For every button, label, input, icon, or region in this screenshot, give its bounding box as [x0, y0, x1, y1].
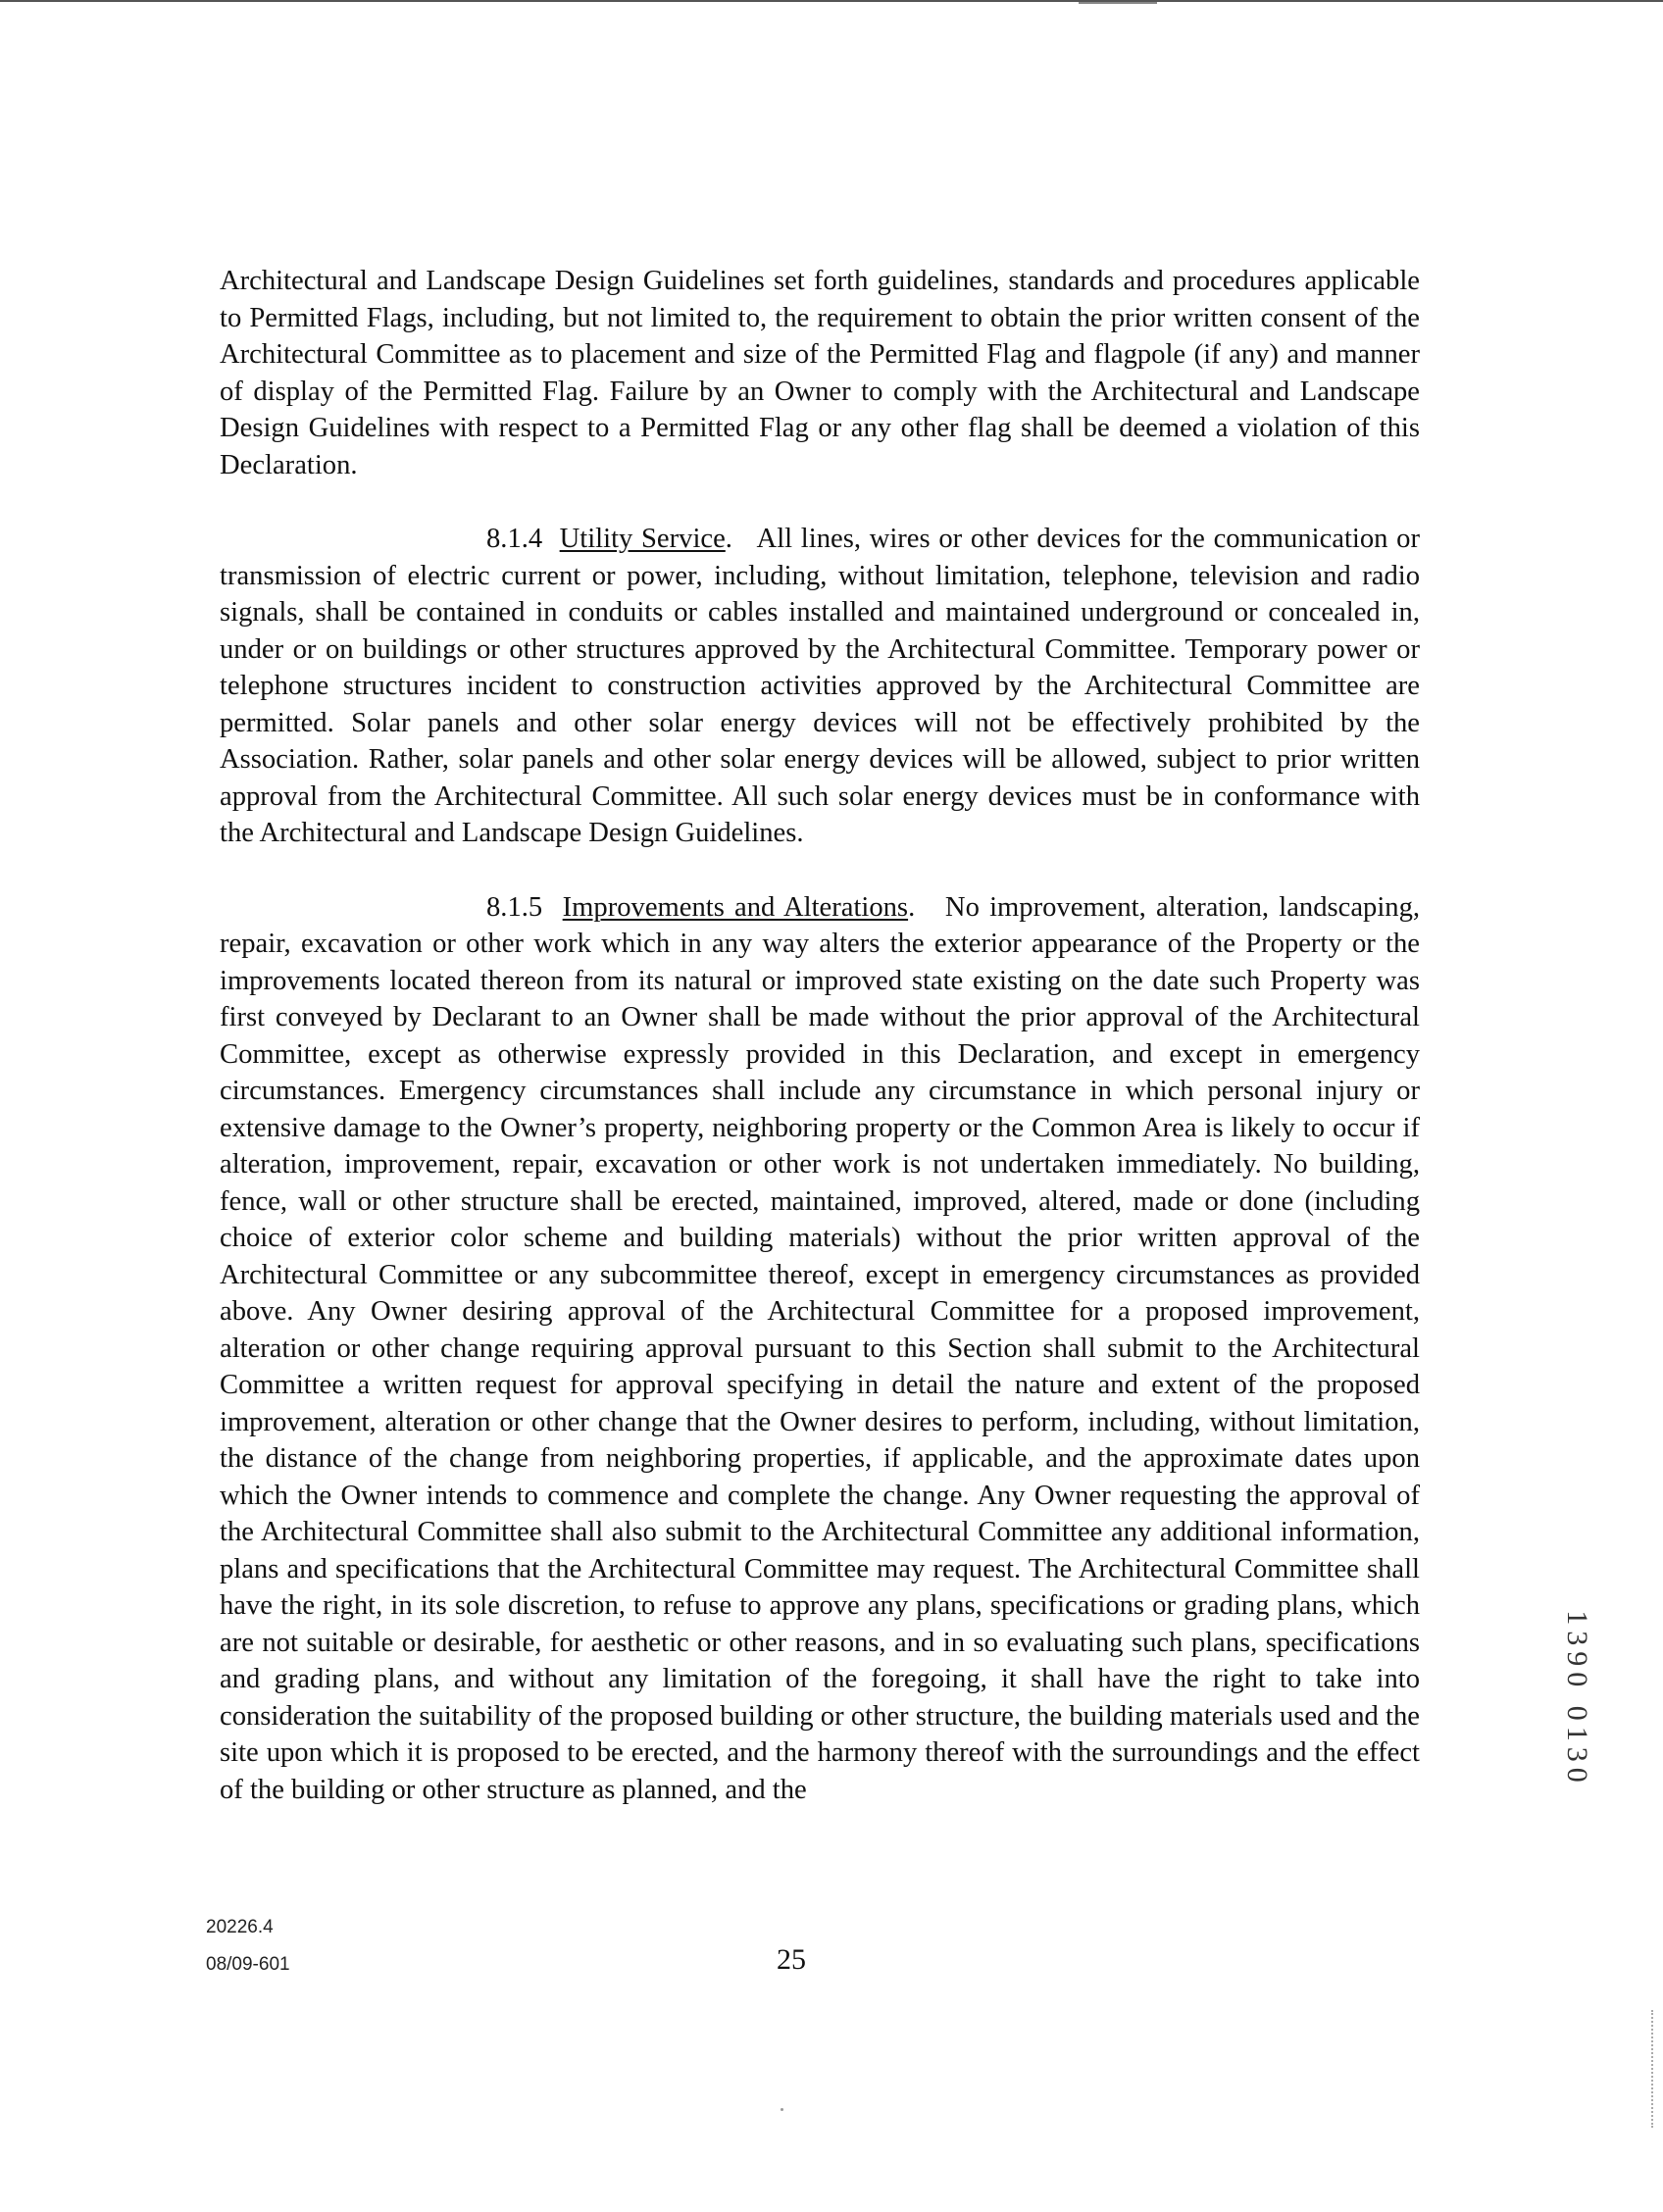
- paragraph-flags-continued: [220, 263, 1420, 483]
- section-number: 8.1.5: [486, 891, 543, 923]
- paragraph-text: All lines, wires or other devices for the communication or transmission of electric current or power, including, without limitation, telephone, television and radio signals, shall be contained in conduits or cables installed and maintained underground or concealed in, under or on buildings or other structures approved by the Architectural Committee. Temporary power or telephone structures incident to construction activities approved by the Architectural Committee are permitted. Solar panels and other solar energy devices will not be effectively prohibited by the Association. Rather, solar panels and other solar energy devices will be allowed, subject to prior written approval from the Architectural Committee. All such solar energy devices must be in conformance with the Architectural and Landscape Design Guidelines.: [220, 524, 1420, 848]
- top-scan-mark: [1079, 2, 1157, 4]
- top-scan-edge: [0, 0, 1663, 2]
- section-heading: Utility Service: [559, 524, 726, 554]
- document-body: [220, 263, 1420, 1845]
- paragraph-text: Architectural and Landscape Design Guidelines set forth guidelines, standards and procedures applicable to Permitted Flags, including, but not limited to, the requirement to obtain the prior written consent of the Architectural Committee as to placement and size of the Permitted Flag and flagpole (if any) and manner of display of the Permitted Flag. Failure by an Owner to comply with the Architectural and Landscape Design Guidelines with respect to a Permitted Flag or any other flag shall be deemed a violation of this Declaration.: [220, 266, 1420, 480]
- section-number: 8.1.4: [486, 524, 543, 554]
- paragraph-text: No improvement, alteration, landscaping, repair, excavation or other work which in any way alters the exterior appearance of the Property or the improvements located thereon from its natural or improved state existing on the date such Property was first conveyed by Declarant to an Owner shall be made without the prior approval of the Architectural Committee, except as otherwise expressly provided in this Declaration, and except in emergency circumstances. Emergency circumstances shall include any circumstance in which personal injury or extensive damage to the Owner’s property, neighboring property or the Common Area is likely to occur if alteration, improvement, repair, excavation or other work is not undertaken immediately. No building, fence, wall or other structure shall be erected, maintained, improved, altered, made or done (including choice of exterior color scheme and building materials) without the prior written approval of the Architectural Committee or any subcommittee thereof, except in emergency circumstances as provided above. Any Owner desiring approval of the Architectural Committee for a proposed improvement, alteration or other change requiring approval pursuant to this Section shall submit to the Architectural Committee a written request for approval specifying in detail the nature and extent of the proposed improvement, alteration or other change that the Owner desires to perform, including, without limitation, the distance of the change from neighboring properties, if applicable, and the approximate dates upon which the Owner intends to commence and complete the change. Any Owner requesting the approval of the Architectural Committee shall also submit to the Architectural Committee any additional information, plans and specifications that the Architectural Committee may request. The Architectural Committee shall have the right, in its sole discretion, to refuse to approve any plans, specifications or grading plans, which are not suitable or desirable, for aesthetic or other reasons, and in so evaluating such plans, specifications and grading plans, and without any limitation of the foregoing, it shall have the right to take into consideration the suitability of the proposed building or other structure, the building materials used and the site upon which it is proposed to be erected, and the harmony thereof with the surroundings and the effect of the building or other structure as planned, and the: [220, 891, 1421, 1805]
- page-number: 25: [777, 1943, 806, 1976]
- footer-doc-code: 20226.4: [206, 1917, 274, 1937]
- scan-edge-ticks: [1651, 2010, 1655, 2128]
- section-heading: Improvements and Alterations: [562, 891, 909, 923]
- scan-dot: [781, 2108, 783, 2111]
- paragraph-improvements-alterations: 8.1.5 Improvements and Alterations. No improvement, alteration, landscaping, repair, excavation or other work which in any way alters the exterior appearance of the Property or the improvements located thereon from its natural or improved state existing on the date such Property was first conveyed by Declarant to an Owner shall be made without the prior approval of the Architectural Committee, except as otherwise expressly provided in this Declaration, and except in emergency circumstances. Emergency circumstances shall include any circumstance in which personal injury or extensive damage to the Owner’s property, neighboring property or the Common Area is likely to occur if alteration, improvement, repair, excavation or other work is not undertaken immediately. No building, fence, wall or other structure shall be erected, maintained, improved, altered, made or done (including choice of exterior color scheme and building materials) without the prior written approval of the Architectural Committee or any subcommittee thereof, except in emergency circumstances as provided above. Any Owner desiring approval of the Architectural Committee for a proposed improvement, alteration or other change requiring approval pursuant to this Section shall submit to the Architectural Committee a written request for approval specifying in detail the nature and extent of the proposed improvement, alteration or other change that the Owner desires to perform, including, without limitation, the distance of the change from neighboring properties, if applicable, and the approximate dates upon which the Owner intends to commence and complete the change. Any Owner requesting the approval of the Architectural Committee shall also submit to the Architectural Committee any additional information, plans and specifications that the Architectural Committee may request. The Architectural Committee shall have the right, in its sole discretion, to refuse to approve any plans, specifications or grading plans, which are not suitable or desirable, for aesthetic or other reasons, and in so evaluating such plans, specifications and grading plans, and without any limitation of the foregoing, it shall have the right to take into consideration the suitability of the proposed building or other structure, the building materials used and the site upon which it is proposed to be erected, and the harmony thereof with the surroundings and the effect of the building or other structure as planned, and the: [220, 891, 1421, 1805]
- paragraph-utility-service: 8.1.4 Utility Service. All lines, wires or other devices for the communication or transmission of electric current or power, including, without limitation, telephone, television and radio signals, shall be contained in conduits or cables installed and maintained underground or concealed in, under or on buildings or other structures approved by the Architectural Committee. Temporary power or telephone structures incident to construction activities approved by the Architectural Committee are permitted. Solar panels and other solar energy devices will not be effectively prohibited by the Association. Rather, solar panels and other solar energy devices will be allowed, subject to prior written approval from the Architectural Committee. All such solar energy devices must be in conformance with the Architectural and Landscape Design Guidelines.: [220, 524, 1420, 848]
- recording-stamp: [1557, 1572, 1596, 1827]
- footer-date-code: 08/09-601: [206, 1954, 290, 1975]
- recording-stamp-text: 1390 0130: [1561, 1610, 1593, 1788]
